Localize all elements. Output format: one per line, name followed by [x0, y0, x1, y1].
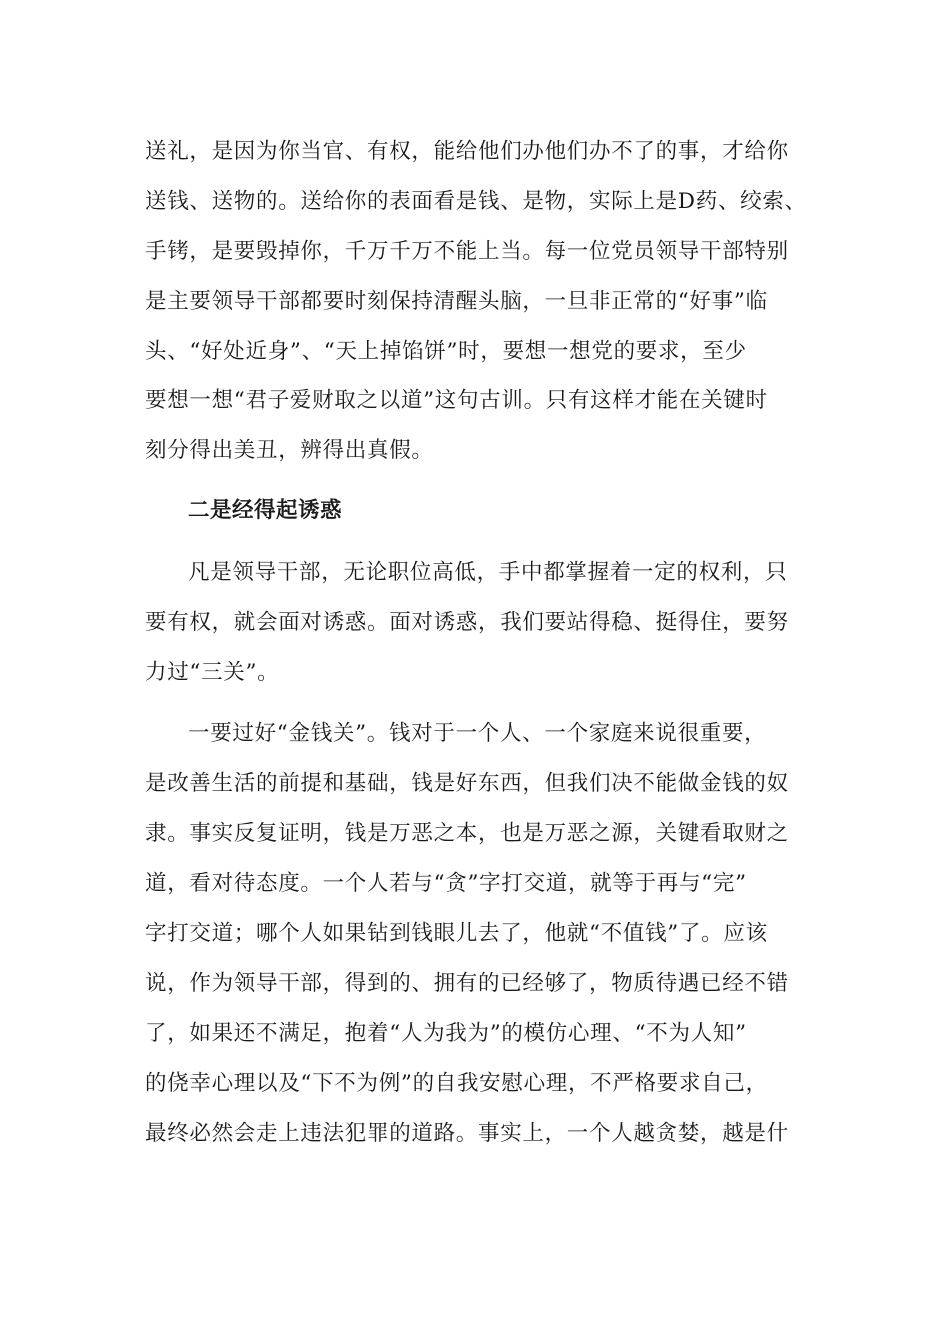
paragraph-3-line-1: 一要过好“金钱关”。钱对于一个人、一个家庭来说很重要，	[188, 721, 767, 746]
paragraph-2-line-1: 凡是领导干部，无论职位高低，手中都掌握着一定的权利，只	[188, 560, 788, 585]
paragraph-3-line-9: 最终必然会走上违法犯罪的道路。事实上，一个人越贪婪，越是什	[145, 1121, 789, 1146]
paragraph-3-line-3: 隶。事实反复证明，钱是万恶之本，也是万恶之源，关键看取财之	[145, 821, 789, 846]
paragraph-3-line-8: 的侥幸心理以及“下不为例”的自我安慰心理，不严格要求自己，	[145, 1071, 768, 1096]
paragraph-3-line-4: 道，看对待态度。一个人若与“贪”字打交道，就等于再与“完”	[145, 871, 747, 896]
paragraph-1-line-7: 刻分得出美丑，辨得出真假。	[145, 438, 434, 463]
paragraph-3-line-5: 字打交道；哪个人如果钻到钱眼儿去了，他就“不值钱”了。应该	[145, 921, 768, 946]
paragraph-1-line-1: 送礼，是因为你当官、有权，能给他们办他们办不了的事，才给你	[145, 139, 789, 164]
paragraph-1-line-5: 头、“好处近身”、“天上掉馅饼”时，要想一想党的要求，至少	[145, 339, 747, 364]
paragraph-2-line-3: 力过“三关”。	[145, 660, 280, 685]
paragraph-3-line-7: 了，如果还不满足，抱着“人为我为”的模仿心理、“不为人知”	[145, 1021, 747, 1046]
paragraph-1-line-6: 要想一想“君子爱财取之以道”这句古训。只有这样才能在关键时	[145, 388, 768, 413]
paragraph-2-line-2: 要有权，就会面对诱惑。面对诱惑，我们要站得稳、挺得住，要努	[145, 610, 789, 635]
section-heading: 二是经得起诱惑	[188, 498, 343, 523]
paragraph-3-line-6: 说，作为领导干部，得到的、拥有的已经够了，物质待遇已经不错	[145, 971, 789, 996]
paragraph-1-line-2: 送钱、送物的。送给你的表面看是钱、是物，实际上是D药、绞索、	[145, 189, 807, 214]
paragraph-3-line-2: 是改善生活的前提和基础，钱是好东西，但我们决不能做金钱的奴	[145, 771, 789, 796]
paragraph-1-line-4: 是主要领导干部都要时刻保持清醒头脑，一旦非正常的“好事”临	[145, 289, 768, 314]
paragraph-1-line-3: 手铐，是要毁掉你，千万千万不能上当。每一位党员领导干部特别	[145, 239, 789, 264]
